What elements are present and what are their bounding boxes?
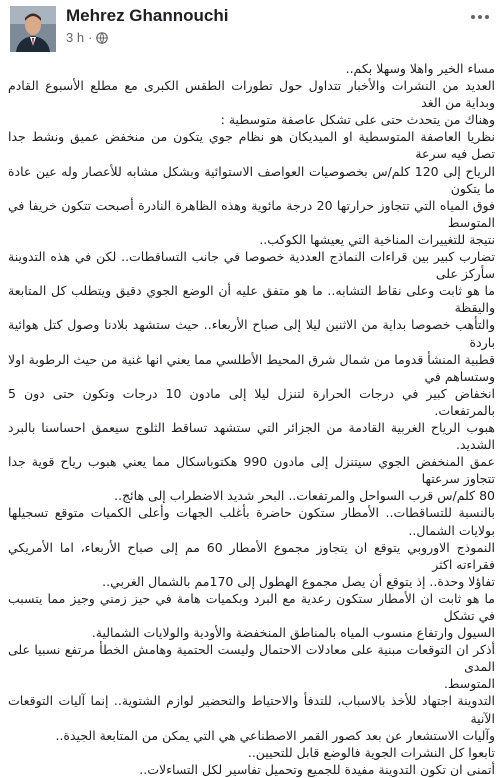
post-text-line: نظريا العاصفة المتوسطية او الميديكان هو نظام جوي يتكون من منخفض عميق ونشط جدا تصل فيه سرعة — [8, 129, 495, 162]
post-text-line: انخفاض كبير في درجات الحرارة لتنزل ليلا إلى مادون 10 درجات وتكون حتى دون 5 بالمرتفعات. — [8, 385, 495, 418]
more-options-icon[interactable] — [465, 6, 495, 30]
post-text-line: التدوينة اجتهاد للأخذ بالاسباب، للتدفأ والاحتياط والتحضير لوازم الشتوية.. إنما آليات التوقعات الآنية — [8, 693, 495, 726]
meta-separator: · — [88, 30, 93, 45]
post-text-line: المتوسط. — [443, 676, 495, 692]
post-header — [8, 0, 495, 56]
post-text-line: مساء الخير واهلا وسهلا بكم.. — [345, 61, 495, 76]
post-text-line: هبوب الرياح الغربية القادمة من الجزائر التي ستشهد تساقط الثلوج سيعمق احساسنا بالبرد الشديد. — [8, 419, 495, 453]
post-text-line: قطبية المنشأ قدوما من شمال شرق المحيط الأطلسي مما يعني انها غنية من حيث الرطوبة اولا وستساهم في — [8, 351, 495, 384]
post-text-line: النموذج الاوروبي يتوقع ان يتجاوز مجموع الأمطار 60 مم إلى صباح الأربعاء، اما الأمريكي فقراءته اكثر — [8, 539, 495, 572]
post-text-line: أتمنى ان تكون التدوينة مفيدة للجميع وتحميل تفاسير لكل التساءلات.. — [139, 761, 495, 777]
post-text-line: 80 كلم/س قرب السواحل والمرتفعات.. البحر شديد الاضطراب إلى هائج.. — [114, 488, 495, 504]
post-text-line: عمق المنخفض الجوي سيتنزل إلى مادون 990 هكتوباسكال مما يعني هبوب رياح قوية جدا تتجاوز سرعتها — [8, 454, 495, 487]
post-text-line: فوق المياه التي تتجاوز حرارتها 20 درجة مائوية وهذه الظاهرة النادرة أصبحت تتكون خريفا في المتوسط — [8, 197, 495, 230]
post-text-line: ما هو ثابت ان الأمطار ستكون رعدية مع البرد وبكميات هامة في حيز زمني وجيز مما يتسبب في تشكل — [8, 590, 495, 623]
post-text-line: ما هو ثابت وعلى نقاط التشابه.. ما هو متفق عليه أن الوضع الجوي دقيق ويتطلب كل المتابعة واليقظة — [8, 283, 495, 316]
post-text-line: العديد من النشرات والأخبار تتداول حول تطورات الطقس الكبرى مع مطلع الأسبوع القادم وبداية من الغد — [8, 78, 495, 111]
author-name[interactable]: Mehrez Ghannouchi — [66, 6, 229, 25]
post-text-line: والتأهب خصوصا بداية من الاثنين ليلا إلى صباح الأربعاء.. حيث ستشهد بلادنا وصول كتل هوائية باردة — [8, 317, 495, 350]
post-text-line: الرياح إلى 120 كلم/س بخصوصيات العواصف الاستوائية وبشكل مشابه للأعصار وله عين عادة ما يتكون — [8, 163, 495, 196]
post-text-line: بالنسبة للتساقطات.. الأمطار ستكون حاضرة بأغلب الجهات وأعلى الكميات متوقع تسجيلها بولايات الشمال.. — [8, 505, 495, 538]
globe-icon[interactable] — [96, 32, 108, 44]
post-text-line: وآليات الاستشعار عن بعد كصور القمر الاصطناعي هي التي يمكن من المتابعة الجيدة.. — [55, 727, 495, 743]
post-text-line: السيول وارتفاع منسوب المياه بالمناطق المنخفضة والأودية والولايات الشمالية. — [91, 625, 495, 641]
post-text-line: وهناك من يتحدث حتى على تشكل عاصفة متوسطية : — [220, 112, 495, 128]
post-body — [8, 60, 495, 777]
post-text-line: تفاؤلا وحدة.. إذ يتوقع أن يصل مجموع الهطول إلى 170مم بالشمال الغربي.. — [102, 573, 495, 589]
avatar[interactable] — [10, 6, 56, 52]
post-timestamp[interactable]: 3 h — [66, 30, 85, 45]
post-text-line: أذكر ان التوقعات مبنية على معادلات الاحتمال وليست الحتمية وهامش الخطأ مرتفع نسبيا على المدى — [8, 642, 495, 675]
post-text-line: تضارب كبير بين قراءات النماذج العددية خصوصا في جانب التساقطات.. لكن في هذه التدوينة سأركز على — [8, 249, 495, 282]
avatar-image — [10, 6, 56, 52]
post-text-line: تابعوا كل النشرات الجوية فالوضع قابل للتحيين.. — [247, 744, 495, 760]
post-text-line: نتيجة للتغييرات المناخية التي يعيشها الكوكب.. — [259, 231, 495, 247]
post-meta — [66, 30, 108, 45]
